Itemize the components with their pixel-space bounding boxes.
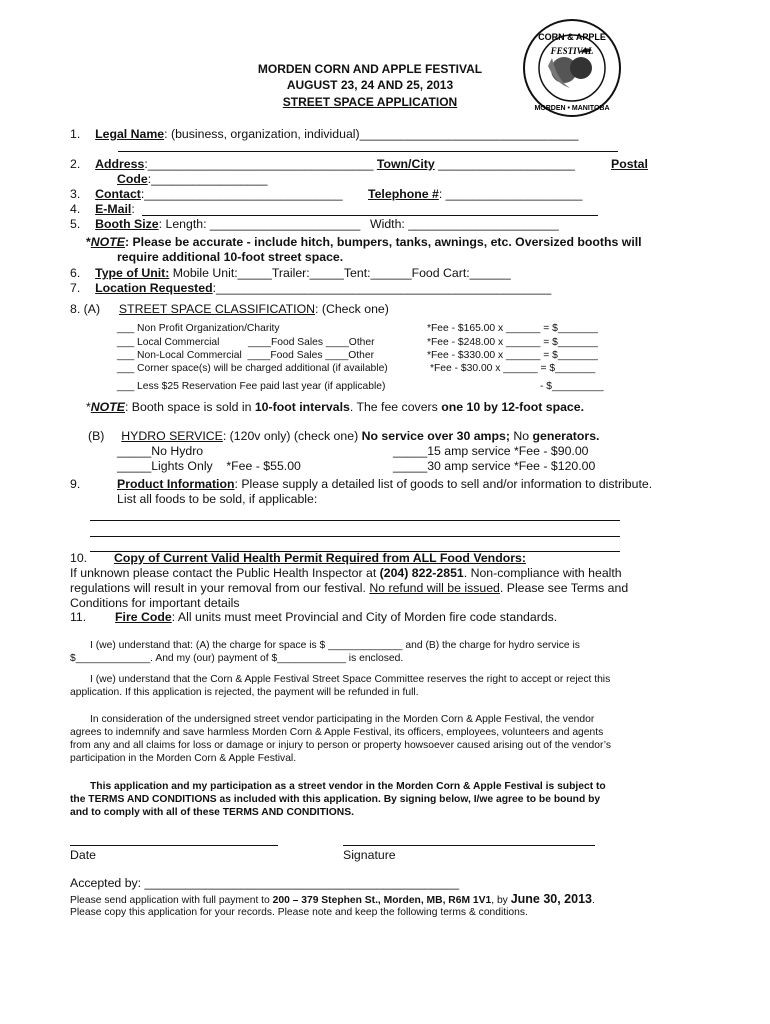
- indemnify-line-3: from any and all claims for loss or damage or injury to person or property howsoever caused arising out of the vendor’s: [70, 740, 612, 751]
- section-8-heading: 8. (A) STREET SPACE CLASSIFICATION: (Check one): [70, 302, 389, 316]
- class-fee-1[interactable]: *Fee - $248.00 x ______ = $_______: [427, 337, 598, 348]
- contact-field[interactable]: :_____________________________: [140, 187, 343, 201]
- class-row-2[interactable]: ___ Non-Local Commercial ____Food Sales ____Other: [117, 350, 374, 361]
- mailing-address: 200 – 379 Stephen St., Morden, MB, R6M 1V1: [272, 895, 492, 906]
- location-field[interactable]: :_________________________________________________: [212, 281, 552, 295]
- indemnify-line-2: agrees to indemnify and save harmless Morden Corn & Apple Festival, its officers, employees, volunteers and agents: [70, 727, 604, 738]
- amp15-option[interactable]: _____15 amp service *Fee - $90.00: [393, 444, 589, 458]
- health-title: Copy of Current Valid Health Permit Required from ALL Food Vendors:: [113, 551, 526, 565]
- telephone-field[interactable]: : ____________________: [438, 187, 583, 201]
- svg-text:MORDEN • MANITOBA: MORDEN • MANITOBA: [534, 105, 610, 112]
- svg-text:CORN & APPLE: CORN & APPLE: [538, 32, 606, 42]
- email-label: E-Mail: [95, 202, 132, 216]
- festival-dates: AUGUST 23, 24 AND 25, 2013: [286, 78, 454, 92]
- location-label: Location Requested: [95, 281, 213, 295]
- committee-line-2: application. If this application is rejected, the payment will be refunded in full.: [70, 687, 419, 698]
- date-line[interactable]: [70, 845, 278, 846]
- terms-line-2: the TERMS AND CONDITIONS as included with this application. By signing below, I/we agree to be bound by: [70, 794, 601, 805]
- postal-code: [117, 172, 267, 186]
- item-6: [70, 266, 511, 280]
- accepted-by-field[interactable]: Accepted by: ______________________________________________: [70, 876, 460, 890]
- fire-code-title: Fire Code: [115, 610, 172, 624]
- item-2: [70, 157, 575, 171]
- amp30-option[interactable]: _____30 amp service *Fee - $120.00: [393, 459, 596, 473]
- legal-name-line[interactable]: [118, 151, 618, 152]
- address-field[interactable]: :_________________________________: [144, 157, 374, 171]
- item-number: 5.: [70, 217, 81, 231]
- health-line-2: regulations will result in your removal from our festival. No refund will be issued. Please see Terms and: [70, 581, 629, 595]
- hydro-title: HYDRO SERVICE: [121, 429, 223, 443]
- signature-label: Signature: [343, 848, 396, 862]
- class-row-0[interactable]: ___ Non Profit Organization/Charity: [117, 323, 280, 334]
- class-row-1[interactable]: ___ Local Commercial ____Food Sales ____Other: [117, 337, 375, 348]
- refund-notice: No refund will be issued: [369, 581, 500, 595]
- class-fee-2[interactable]: *Fee - $330.00 x ______ = $_______: [427, 350, 598, 361]
- indemnify-line-1: In consideration of the undersigned street vendor participating in the Morden Corn & Apple Festival, the vendor: [90, 714, 595, 725]
- interval-note: *NOTE: Booth space is sold in 10-foot intervals. The fee covers one 10 by 12-foot space.: [86, 400, 585, 414]
- product-info-2: List all foods to be sold, if applicable:: [117, 492, 318, 506]
- class-fee-0[interactable]: *Fee - $165.00 x ______ = $_______: [427, 323, 598, 334]
- town-label: Town/City: [376, 157, 435, 171]
- item-11: 11. Fire Code: All units must meet Provincial and City of Morden fire code standards.: [70, 610, 558, 624]
- unit-type-label: Type of Unit:: [95, 266, 170, 280]
- no-hydro-option[interactable]: _____No Hydro: [117, 444, 204, 458]
- product-line-1[interactable]: [90, 520, 620, 521]
- note-text: : Please be accurate - include hitch, bumpers, tanks, awnings, etc. Oversized booths will: [124, 235, 642, 249]
- item-10: 10. Copy of Current Valid Health Permit Required from ALL Food Vendors:: [70, 551, 526, 565]
- note-label: NOTE: [90, 235, 125, 249]
- item-number: 2.: [70, 157, 81, 171]
- booth-length-field[interactable]: : Length: ______________________: [158, 217, 361, 231]
- health-phone: (204) 822-2851: [379, 566, 464, 580]
- classification-title: STREET SPACE CLASSIFICATION: [118, 302, 316, 316]
- postal-label: Postal: [611, 157, 648, 171]
- booth-width-field[interactable]: Width: ______________________: [370, 217, 559, 231]
- signature-line[interactable]: [343, 845, 595, 846]
- item-5: [70, 217, 360, 231]
- town-field[interactable]: ____________________: [434, 157, 575, 171]
- note-text-2: require additional 10-foot street space.: [117, 250, 344, 264]
- code-label: Code: [117, 172, 148, 186]
- telephone-label: Telephone #: [368, 187, 439, 201]
- item-number: 7.: [70, 281, 81, 295]
- booth-size-label: Booth Size: [95, 217, 159, 231]
- indemnify-line-4: participation in the Morden Corn & Apple Festival.: [70, 753, 297, 764]
- health-line-1: If unknown please contact the Public Health Inspector at (204) 822-2851. Non-compliance with health: [70, 566, 622, 580]
- item-7: [70, 281, 551, 295]
- charges-line-1: I (we) understand that: (A) the charge for space is $ _____________ and (B) the charge for hydro service is: [90, 640, 580, 651]
- reservation-row[interactable]: ___ Less $25 Reservation Fee paid last year (if applicable): [117, 381, 386, 392]
- terms-line-1: This application and my participation as a street vendor in the Morden Corn & Apple Festival is subject to: [90, 781, 606, 792]
- item-1: [70, 127, 578, 141]
- product-title: Product Information: [117, 477, 235, 491]
- unit-type-field[interactable]: Mobile Unit:_____Trailer:_____Tent:______Food Cart:______: [169, 266, 511, 280]
- legal-name-label: Legal Name: [95, 127, 165, 141]
- item-3: [70, 187, 343, 201]
- festival-title: MORDEN CORN AND APPLE FESTIVAL: [257, 62, 483, 76]
- telephone: [368, 187, 582, 201]
- item-number: 6.: [70, 266, 81, 280]
- svg-text:FESTIVAL: FESTIVAL: [550, 46, 594, 56]
- item-9: 9.: [70, 477, 81, 491]
- item-number: 4.: [70, 202, 81, 216]
- form-title: STREET SPACE APPLICATION: [282, 95, 458, 109]
- charges-line-2[interactable]: $_____________. And my (our) payment of $____________ is enclosed.: [70, 653, 404, 664]
- class-fee-3[interactable]: *Fee - $30.00 x ______ = $_______: [430, 363, 596, 374]
- committee-line-1: I (we) understand that the Corn & Apple Festival Street Space Committee reserves the right to accept or reject this: [90, 674, 611, 685]
- reservation-fee[interactable]: - $_________: [540, 381, 604, 392]
- date-label: Date: [70, 848, 96, 862]
- class-row-3[interactable]: ___ Corner space(s) will be charged additional (if available): [117, 363, 388, 374]
- address-label: Address: [95, 157, 145, 171]
- health-line-3: Conditions for important details: [70, 596, 240, 610]
- legal-name-field[interactable]: : (business, organization, individual)________________________________: [164, 127, 579, 141]
- product-line-2[interactable]: [90, 536, 620, 537]
- postal-code-field[interactable]: :_________________: [147, 172, 268, 186]
- email-field[interactable]: [142, 215, 598, 216]
- booth-note: *NOTE: Please be accurate - include hitch, bumpers, tanks, awnings, etc. Oversized booths will: [86, 235, 642, 249]
- footer-line-1: Please send application with full payment to 200 – 379 Stephen St., Morden, MB, R6M 1V1, by June 30, 2013.: [70, 892, 595, 906]
- contact-label: Contact: [95, 187, 141, 201]
- terms-line-3: and to comply with all of these TERMS AND CONDITIONS.: [70, 807, 354, 818]
- footer-line-2: Please copy this application for your records. Please note and keep the following terms & conditions.: [70, 907, 528, 918]
- item-number: 1.: [70, 127, 81, 141]
- item-number: 3.: [70, 187, 81, 201]
- deadline-date: June 30, 2013: [510, 892, 592, 906]
- lights-option[interactable]: _____Lights Only *Fee - $55.00: [117, 459, 301, 473]
- item-4: 4. E-Mail:: [70, 202, 135, 216]
- product-info: Product Information: Please supply a detailed list of goods to sell and/or information to distribute.: [117, 477, 653, 491]
- hydro-heading: (B) HYDRO SERVICE: (120v only) (check one) No service over 30 amps; No generators.: [88, 429, 600, 443]
